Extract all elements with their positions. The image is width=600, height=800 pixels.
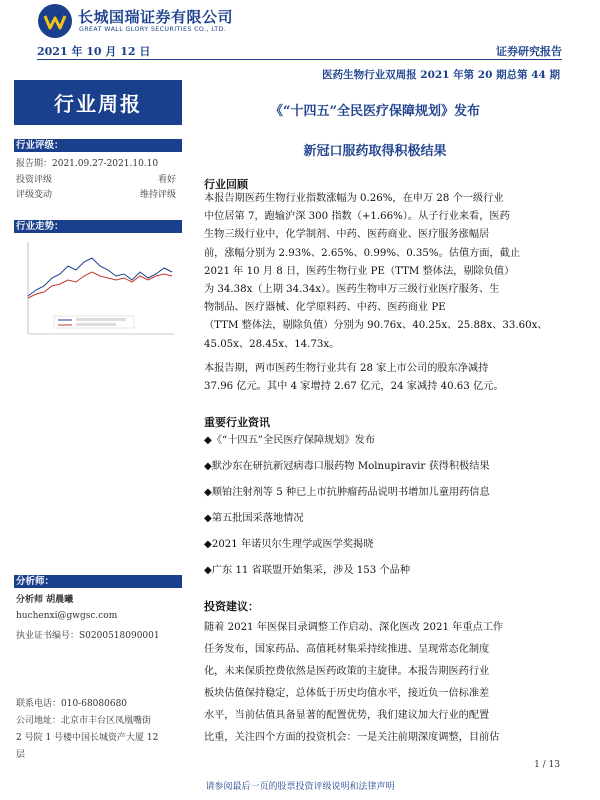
news-item[interactable]: ◆顺铂注射剂等 5 种已上市抗肿瘤药品说明书增加儿童用药信息: [204, 487, 490, 498]
analyst-name: 分析师 胡晨曦: [16, 595, 74, 605]
license-number: 执业证书编号：S0200518090001: [16, 631, 160, 641]
holding-paragraph: [204, 360, 560, 396]
investment-rating-label: 投资评级: [16, 175, 53, 185]
review-heading: 行业回顾: [204, 178, 248, 191]
page-number: 1 / 13: [534, 760, 560, 770]
advice-line: 化，未来保质控费依然是医药政策的主旋律。本报告期医药行业: [204, 666, 490, 677]
advice-paragraph: [204, 617, 560, 749]
advice-heading: 投资建议：: [204, 600, 259, 613]
news-item[interactable]: ◆2021 年诺贝尔生理学或医学奖揭晓: [204, 539, 374, 550]
review-line: 为 34.38x（上期 34.34x）。医药生物申万三级行业医疗服务、生: [204, 284, 500, 296]
advice-line: 任务发布，国家药品、高值耗材集采持续推进、呈现常态化制度: [204, 644, 490, 655]
advice-line: 水平，当前估值具备显著的配置优势，我们建议加大行业的配置: [204, 710, 490, 721]
company-address-line: 2 号院 1 号楼中国长城资产大厦 12: [16, 733, 159, 743]
review-line: 45.05x、28.45x、14.73x。: [204, 338, 340, 350]
review-line: 生物三级行业中，化学制剂、中药、医药商业、医疗服务涨幅居: [204, 229, 490, 241]
investment-rating-row: [16, 172, 176, 185]
holding-line: 37.96 亿元。其中 4 家增持 2.67 亿元，24 家减持 40.63 亿元。: [204, 381, 504, 393]
trend-section-header: 行业走势：: [14, 220, 182, 233]
analyst-section-header: 分析师：: [14, 575, 182, 588]
company-name-cn: 长城国瑞证券有限公司: [78, 8, 234, 26]
trend-line-benchmark: [28, 272, 172, 298]
report-title: 《“十四五”全民医疗保障规划》发布: [270, 104, 480, 119]
holding-line: 本报告期，两市医药生物行业共有 28 家上市公司的股东净减持: [204, 363, 489, 374]
review-line: 物制品、医疗器械、化学原料药、中药、医药商业 PE: [204, 302, 446, 314]
trend-line-industry: [28, 258, 172, 296]
report-period: 报告期：2021.09.27-2021.10.10: [16, 159, 159, 169]
company-logo-icon: [38, 4, 72, 38]
contact-phone: 联系电话：010-68080680: [16, 699, 128, 709]
header-divider: [37, 59, 562, 60]
review-line: 本报告期医药生物行业指数涨幅为 0.26%，在申万 28 个一级行业: [204, 193, 504, 204]
news-item[interactable]: ◆默沙东在研抗新冠病毒口服药物 Molnupiravir 获得积极结果: [204, 461, 490, 472]
review-line: （TTM 整体法，剔除负值）分别为 90.76x、40.25x、25.88x、33.60x、: [204, 320, 548, 332]
rating-change-row: [16, 187, 176, 200]
report-date: 2021 年 10 月 12 日: [37, 45, 151, 58]
news-list: [204, 428, 560, 584]
review-paragraph: [204, 190, 560, 354]
report-subtitle: 新冠口服药取得积极结果: [303, 144, 447, 159]
advice-line: 随着 2021 年医保目录调整工作启动、深化医改 2021 年重点工作: [204, 622, 504, 633]
investment-rating-value: 看好: [157, 175, 176, 185]
review-line: 中位居第 7，跑输沪深 300 指数（+1.66%）。从子行业来看，医药: [204, 211, 510, 223]
rating-change-label: 评级变动: [16, 190, 53, 200]
news-item[interactable]: ◆《“十四五”全民医疗保障规划》发布: [204, 435, 376, 446]
report-issue: 医药生物行业双周报 2021 年第 20 期总第 44 期: [322, 69, 560, 81]
report-category-banner: 行业周报: [14, 80, 182, 125]
company-address-line: 层: [16, 750, 26, 760]
review-line: 2021 年 10 月 8 日，医药生物行业 PE（TTM 整体法，剔除负值）: [204, 265, 515, 277]
company-address-line: 公司地址：北京市丰台区凤凰嘴街: [16, 716, 152, 726]
analyst-email[interactable]: huchenxi@gwgsc.com: [16, 611, 118, 621]
advice-line: 比重，关注四个方面的投资机会：一是关注前期深度调整，目前估: [204, 732, 500, 743]
news-item[interactable]: ◆广东 11 省联盟开始集采，涉及 153 个品种: [204, 565, 411, 576]
advice-line: 板块估值保持稳定，总体低于历史均值水平，接近负一倍标准差: [204, 688, 490, 699]
report-type: 证券研究报告: [496, 45, 562, 58]
footer-disclaimer: 请参阅最后一页的股票投资评级说明和法律声明: [205, 782, 395, 792]
news-heading: 重要行业资讯: [204, 416, 270, 429]
industry-trend-chart: [14, 236, 182, 348]
company-name-en: GREAT WALL GLORY SECURITIES CO., LTD.: [79, 26, 227, 33]
rating-change-value: 维持评级: [139, 190, 176, 200]
rating-section-header: 行业评级：: [14, 139, 182, 152]
review-line: 前，涨幅分别为 2.93%、2.65%、0.99%、0.35%。估值方面，截止: [204, 247, 521, 259]
news-item[interactable]: ◆第五批国采落地情况: [204, 513, 304, 524]
